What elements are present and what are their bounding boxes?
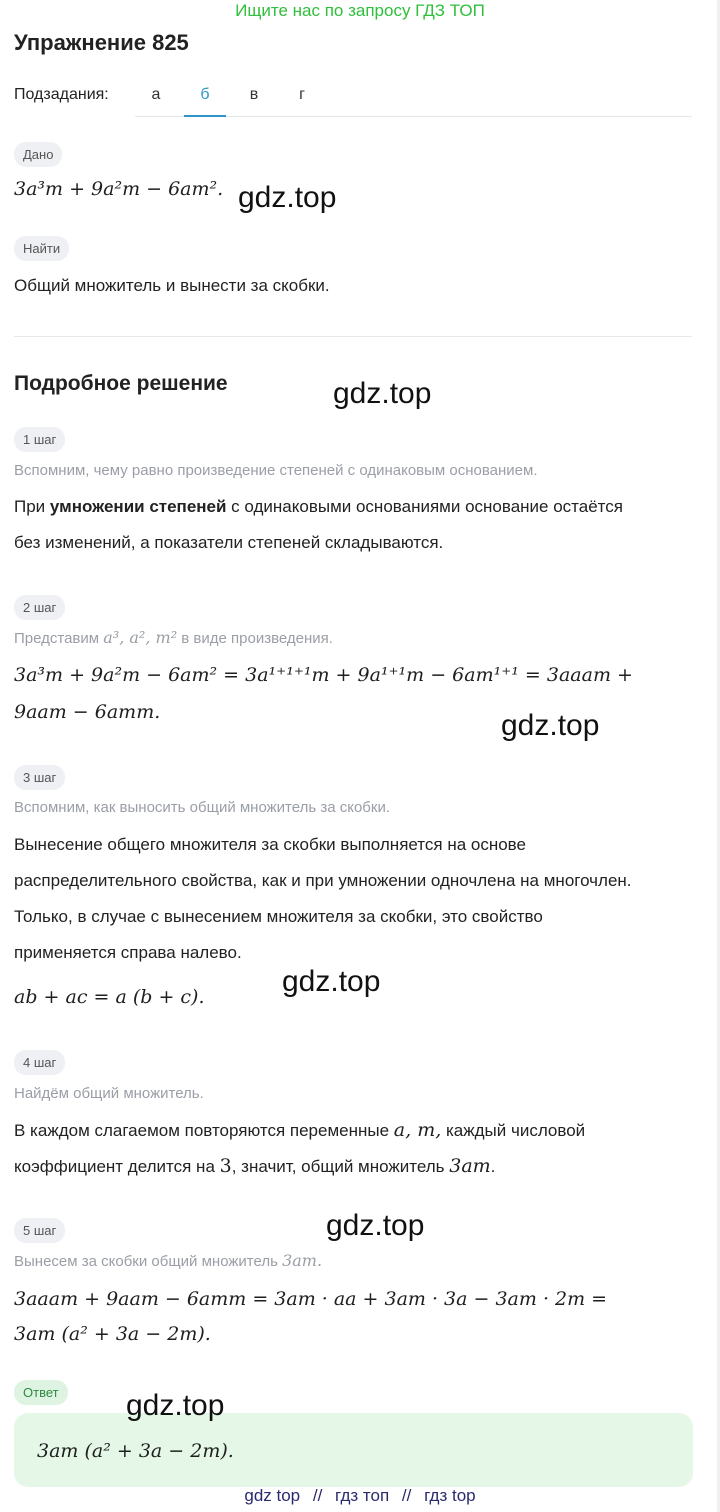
answer-expression: 3am (a² + 3a − 2m).	[37, 1440, 234, 1462]
step-hint: Вспомним, чему равно произведение степеней с одинаковым основанием.	[14, 462, 538, 479]
watermark: gdz.top	[326, 1209, 425, 1242]
hint-part: Вынесем за скобки общий множитель	[14, 1253, 283, 1270]
hint-math: 3am.	[282, 1251, 323, 1270]
inline-math: a, m,	[393, 1119, 442, 1141]
step-badge: 2 шаг	[14, 595, 65, 620]
footer-link[interactable]: gdz top	[244, 1486, 301, 1505]
tab-a[interactable]: а	[151, 86, 161, 103]
step-expression: 3aaam + 9aam − 6amm = 3am · aa + 3am · 3a − 3am · 2m =	[14, 1288, 608, 1310]
text-part: коэффициент делится на	[14, 1157, 220, 1176]
step-expression: 9aam − 6amm.	[14, 701, 161, 723]
tab-b[interactable]: б	[184, 75, 226, 117]
footer-separator: //	[401, 1486, 412, 1505]
text-part: , значит, общий множитель	[231, 1157, 450, 1176]
promo-banner: Ищите нас по запросу ГДЗ ТОП	[235, 1, 485, 20]
bold-term: умножении степеней	[49, 497, 227, 516]
watermark: gdz.top	[282, 965, 381, 998]
step-expression: ab + ac = a (b + c).	[14, 986, 205, 1008]
step-text: распределительного свойства, как и при умножении одночлена на многочлен.	[14, 871, 632, 890]
text-part: каждый числовой	[441, 1121, 586, 1140]
tab-v[interactable]: в	[249, 86, 259, 103]
text-part: .	[490, 1157, 496, 1176]
text-part: с одинаковыми основаниями основание остаётся	[226, 497, 623, 516]
footer-link[interactable]: гдз топ	[335, 1486, 390, 1505]
step-text	[14, 1112, 585, 1149]
footer-links	[0, 1486, 720, 1506]
step-badge: 5 шаг	[14, 1218, 65, 1243]
step-hint: Найдём общий множитель.	[14, 1085, 204, 1102]
subtasks-label: Подзадания:	[14, 86, 109, 103]
text-part: В каждом слагаемом повторяются переменные	[14, 1121, 394, 1140]
text-part: При	[14, 497, 50, 516]
answer-badge: Ответ	[14, 1380, 68, 1405]
given-expression: 3a³m + 9a²m − 6am².	[14, 178, 224, 200]
step-badge: 1 шаг	[14, 427, 65, 452]
footer-separator: //	[312, 1486, 323, 1505]
step-text: Только, в случае с вынесением множителя за скобки, это свойство	[14, 907, 543, 926]
page-title: Упражнение 825	[14, 30, 189, 55]
step-text: без изменений, а показатели степеней складываются.	[14, 533, 444, 552]
step-badge: 4 шаг	[14, 1050, 65, 1075]
tab-g[interactable]: г	[299, 86, 305, 103]
step-expression: 3a³m + 9a²m − 6am² = 3a¹⁺¹⁺¹m + 9a¹⁺¹m − 6am¹⁺¹ = 3aaam +	[14, 664, 633, 686]
watermark: gdz.top	[238, 181, 337, 214]
step-expression: 3am (a² + 3a − 2m).	[14, 1323, 211, 1345]
given-badge: Дано	[14, 142, 62, 167]
hint-math: a³, a², m²	[103, 628, 178, 647]
solution-title: Подробное решение	[14, 372, 228, 395]
footer-link[interactable]: гдз top	[424, 1486, 476, 1505]
inline-math: 3am	[449, 1155, 491, 1177]
step-text: Вынесение общего множителя за скобки выполняется на основе	[14, 835, 526, 854]
step-badge: 3 шаг	[14, 765, 65, 790]
watermark: gdz.top	[333, 377, 432, 410]
watermark: gdz.top	[126, 1389, 225, 1422]
hint-part: Представим	[14, 630, 104, 647]
subtask-tabs	[135, 75, 692, 117]
find-badge: Найти	[14, 236, 69, 261]
step-text	[14, 1148, 495, 1185]
hint-part: в виде произведения.	[177, 630, 333, 647]
step-hint	[14, 1251, 322, 1270]
find-text: Общий множитель и вынести за скобки.	[14, 276, 330, 295]
divider	[14, 336, 692, 337]
step-text	[14, 489, 623, 525]
step-hint: Вспомним, как выносить общий множитель за скобки.	[14, 799, 390, 816]
inline-math: 3	[219, 1155, 232, 1177]
step-hint	[14, 628, 333, 647]
watermark: gdz.top	[501, 709, 600, 742]
step-text: применяется справа налево.	[14, 943, 242, 962]
